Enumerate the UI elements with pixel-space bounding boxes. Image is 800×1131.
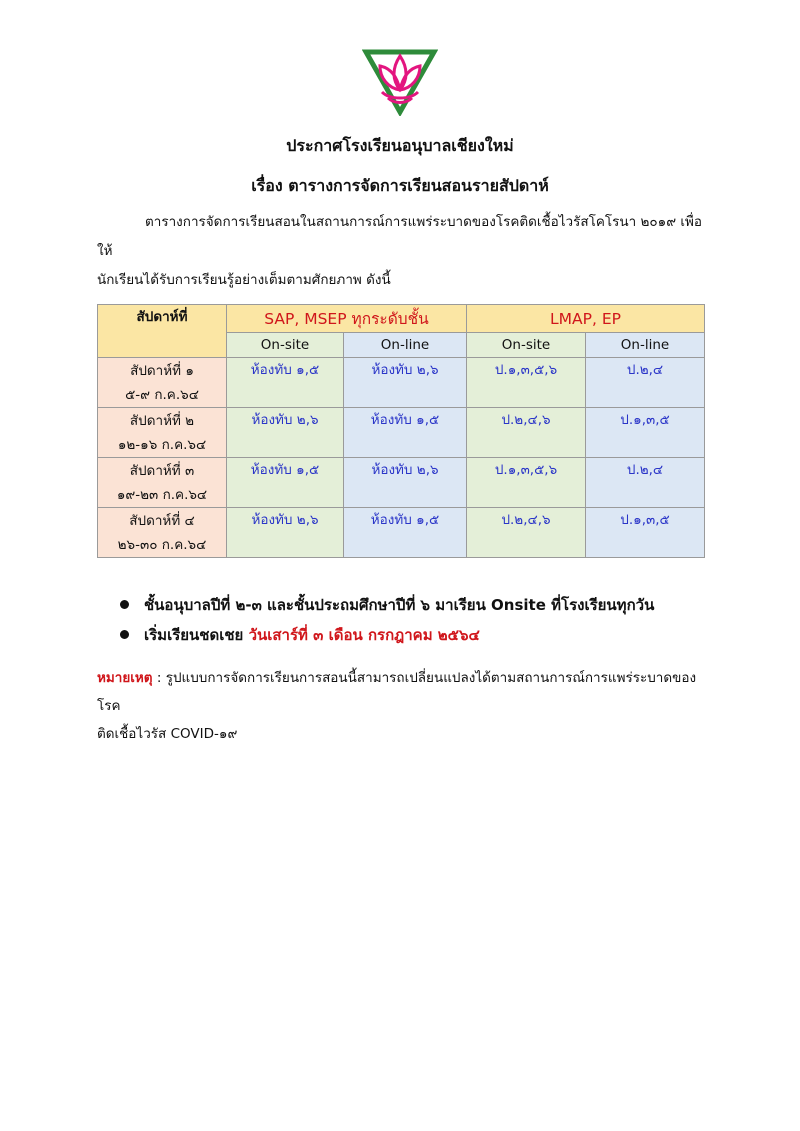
table-row bbox=[98, 358, 705, 408]
week-label: สัปดาห์ที่ ๔ bbox=[129, 512, 195, 529]
group-header-lmap-ep: LMAP, EP bbox=[467, 305, 705, 333]
schedule-cell: ห้องทับ ๑,๕ bbox=[344, 508, 467, 558]
table-row bbox=[98, 458, 705, 508]
bullet-text: ชั้นอนุบาลปีที่ ๒-๓ และชั้นประถมศึกษาปีที่ ๖ มาเรียน Onsite ที่โรงเรียนทุกวัน bbox=[144, 596, 655, 614]
week-label: สัปดาห์ที่ ๒ bbox=[129, 412, 195, 429]
schedule-cell: ป.๒,๔,๖ bbox=[467, 508, 586, 558]
school-lotus-logo bbox=[362, 46, 438, 116]
week-label: สัปดาห์ที่ ๑ bbox=[130, 362, 194, 379]
announcement-subject: เรื่อง ตารางการจัดการเรียนสอนรายสัปดาห์ bbox=[251, 176, 549, 195]
week-dates: ๒๖-๓๐ ก.ค.๖๔ bbox=[117, 536, 207, 553]
table-row bbox=[98, 408, 705, 458]
intro-line-1: ตารางการจัดการเรียนสอนในสถานการณ์การแพร่ระบาดของโรคติดเชื้อไวรัสโคโรนา ๒๐๑๙ เพื่อให้ bbox=[97, 214, 703, 259]
week-dates: ๕-๙ ก.ค.๖๔ bbox=[125, 386, 199, 403]
schedule-cell: ป.๒,๔ bbox=[586, 358, 705, 408]
schedule-cell: ป.๑,๓,๕ bbox=[586, 408, 705, 458]
schedule-cell: ป.๑,๓,๕ bbox=[586, 508, 705, 558]
week-label: สัปดาห์ที่ ๓ bbox=[129, 462, 195, 479]
schedule-cell: ห้องทับ ๒,๖ bbox=[344, 458, 467, 508]
week-cell bbox=[98, 508, 227, 558]
schedule-cell: ห้องทับ ๒,๖ bbox=[344, 358, 467, 408]
schedule-cell: ห้องทับ ๑,๕ bbox=[227, 358, 344, 408]
sub-header-online: On-line bbox=[344, 333, 467, 358]
sub-header-onsite: On-site bbox=[227, 333, 344, 358]
intro-line-2: นักเรียนได้รับการเรียนรู้อย่างเต็มตามศักยภาพ ดังนี้ bbox=[97, 272, 391, 288]
note-paragraph bbox=[97, 664, 709, 748]
bullet-list bbox=[120, 592, 654, 652]
note-text-line-1: : รูปแบบการจัดการเรียนการสอนนี้สามารถเปลี่ยนแปลงได้ตามสถานการณ์การแพร่ระบาดของโรค bbox=[97, 670, 697, 714]
schedule-table bbox=[97, 304, 705, 558]
schedule-cell: ห้องทับ ๑,๕ bbox=[344, 408, 467, 458]
list-item bbox=[120, 592, 654, 622]
bullet-dot-icon bbox=[120, 600, 129, 609]
announcement-title: ประกาศโรงเรียนอนุบาลเชียงใหม่ bbox=[286, 136, 514, 155]
bullet-highlight-date: วันเสาร์ที่ ๓ เดือน กรกฎาคม ๒๕๖๔ bbox=[248, 626, 480, 644]
sub-header-online: On-line bbox=[586, 333, 705, 358]
intro-paragraph bbox=[97, 208, 705, 295]
schedule-cell: ป.๑,๓,๕,๖ bbox=[467, 458, 586, 508]
schedule-cell: ห้องทับ ๒,๖ bbox=[227, 408, 344, 458]
week-cell bbox=[98, 408, 227, 458]
week-column-header: สัปดาห์ที่ bbox=[98, 305, 227, 358]
schedule-cell: ห้องทับ ๑,๕ bbox=[227, 458, 344, 508]
schedule-cell: ห้องทับ ๒,๖ bbox=[227, 508, 344, 558]
group-header-sap-msep: SAP, MSEP ทุกระดับชั้น bbox=[227, 305, 467, 333]
bullet-text: เริ่มเรียนชดเชย bbox=[144, 626, 244, 644]
table-row bbox=[98, 508, 705, 558]
sub-header-onsite: On-site bbox=[467, 333, 586, 358]
schedule-cell: ป.๒,๔ bbox=[586, 458, 705, 508]
bullet-dot-icon bbox=[120, 630, 129, 639]
schedule-cell: ป.๒,๔,๖ bbox=[467, 408, 586, 458]
schedule-cell: ป.๑,๓,๕,๖ bbox=[467, 358, 586, 408]
note-text-line-2: ติดเชื้อไวรัส COVID-๑๙ bbox=[97, 726, 238, 742]
note-label: หมายเหตุ bbox=[97, 670, 153, 686]
list-item bbox=[120, 622, 654, 652]
week-dates: ๑๒-๑๖ ก.ค.๖๔ bbox=[117, 436, 207, 453]
week-dates: ๑๙-๒๓ ก.ค.๖๔ bbox=[116, 486, 208, 503]
week-cell bbox=[98, 358, 227, 408]
week-cell bbox=[98, 458, 227, 508]
